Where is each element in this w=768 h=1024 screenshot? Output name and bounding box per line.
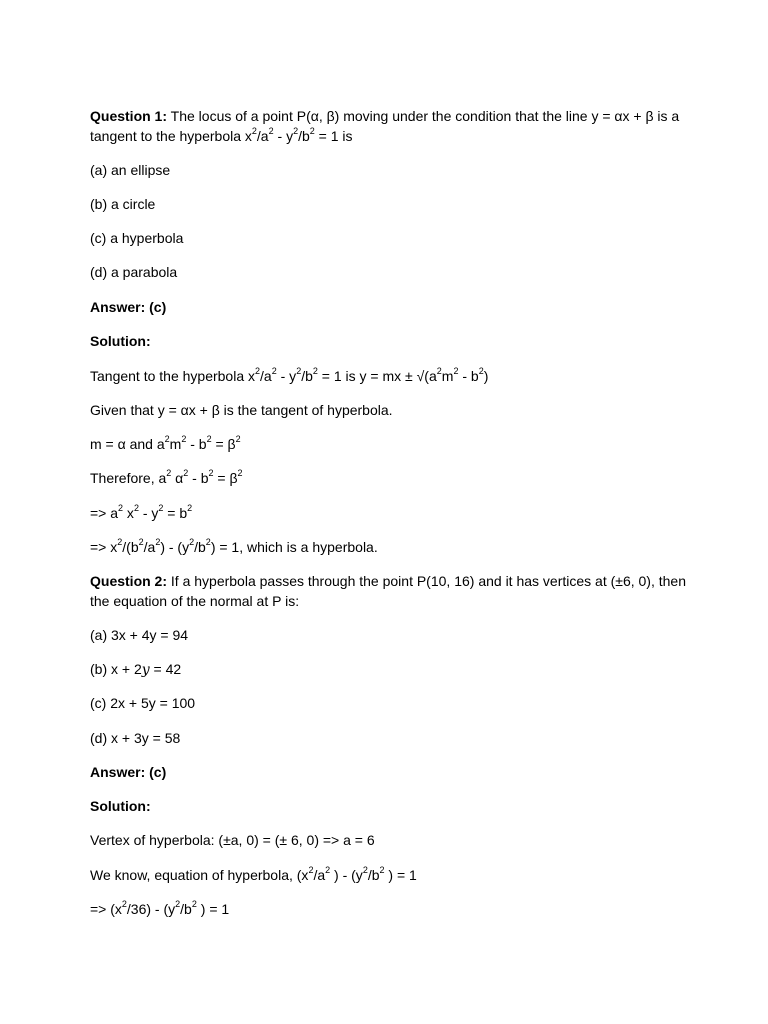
question-1-line-1: Question 1: The locus of a point P(α, β) moving under the condition that the line y = αx + β is a <box>90 108 680 124</box>
q2-option-c: (c) 2x + 5y = 100 <box>90 695 196 711</box>
q2-option-a: (a) 3x + 4y = 94 <box>90 627 189 643</box>
q2-solution-line-3: => $(x^2/36) - (y^2/b^2$ ) = 1 <box>90 899 230 917</box>
question-1-label: Question 1: <box>90 108 168 124</box>
question-1-line-2: tangent to the hyperbola $x^2/a^2 - y^2/b^2 = 1$ is <box>90 126 353 144</box>
q1-answer: Answer: (c) <box>90 299 167 315</box>
q1-option-d: (d) a parabola <box>90 264 178 280</box>
q2-option-d: (d) x + 3y = 58 <box>90 730 181 746</box>
question-2-line-1: Question 2: If a hyperbola passes through the point P(10, 16) and it has vertices at (±6, 0), then <box>90 573 686 589</box>
q2-solution-line-1: Vertex of hyperbola: (±a, 0) = (± 6, 0) => a = 6 <box>90 832 375 848</box>
q2-solution-line-2: We know, equation of hyperbola, ($x^2/a^2$ ) - ($y^2/b^2$ ) = 1 <box>90 865 417 883</box>
q1-option-a: (a) an ellipse <box>90 162 171 178</box>
q2-solution-label: Solution: <box>90 798 151 814</box>
question-2-line-2: the equation of the normal at P is: <box>90 593 300 609</box>
q1-solution-line-2: Given that y = αx + β is the tangent of hyperbola. <box>90 402 393 418</box>
q2-option-b: (b) x + 2y = 42 <box>90 661 182 678</box>
q1-solution-label: Solution: <box>90 333 151 349</box>
q1-solution-line-3: m = α and $a^2m^2 - b^2 = \beta^2$ <box>90 434 241 452</box>
q2-answer: Answer: (c) <box>90 764 167 780</box>
q1-option-c: (c) a hyperbola <box>90 230 184 246</box>
question-2-label: Question 2: <box>90 573 168 589</box>
q1-option-b: (b) a circle <box>90 196 156 212</box>
q1-solution-line-4: Therefore, $a^2$ $\alpha^2 - b^2 = \beta^2$ <box>90 468 243 486</box>
q1-solution-line-6: => $x^2/(b^2/a^2) - (y^2/b^2) = 1$, which is a hyperbola. <box>90 537 378 555</box>
q1-solution-line-5: => $a^2$ $x^2 - y^2 = b^2$ <box>90 503 193 521</box>
q1-solution-line-1: Tangent to the hyperbola $x^2/a^2 - y^2/b^2 = 1$ is y = mx ± $√(a^2m^2 - b^2)$ <box>90 366 489 384</box>
